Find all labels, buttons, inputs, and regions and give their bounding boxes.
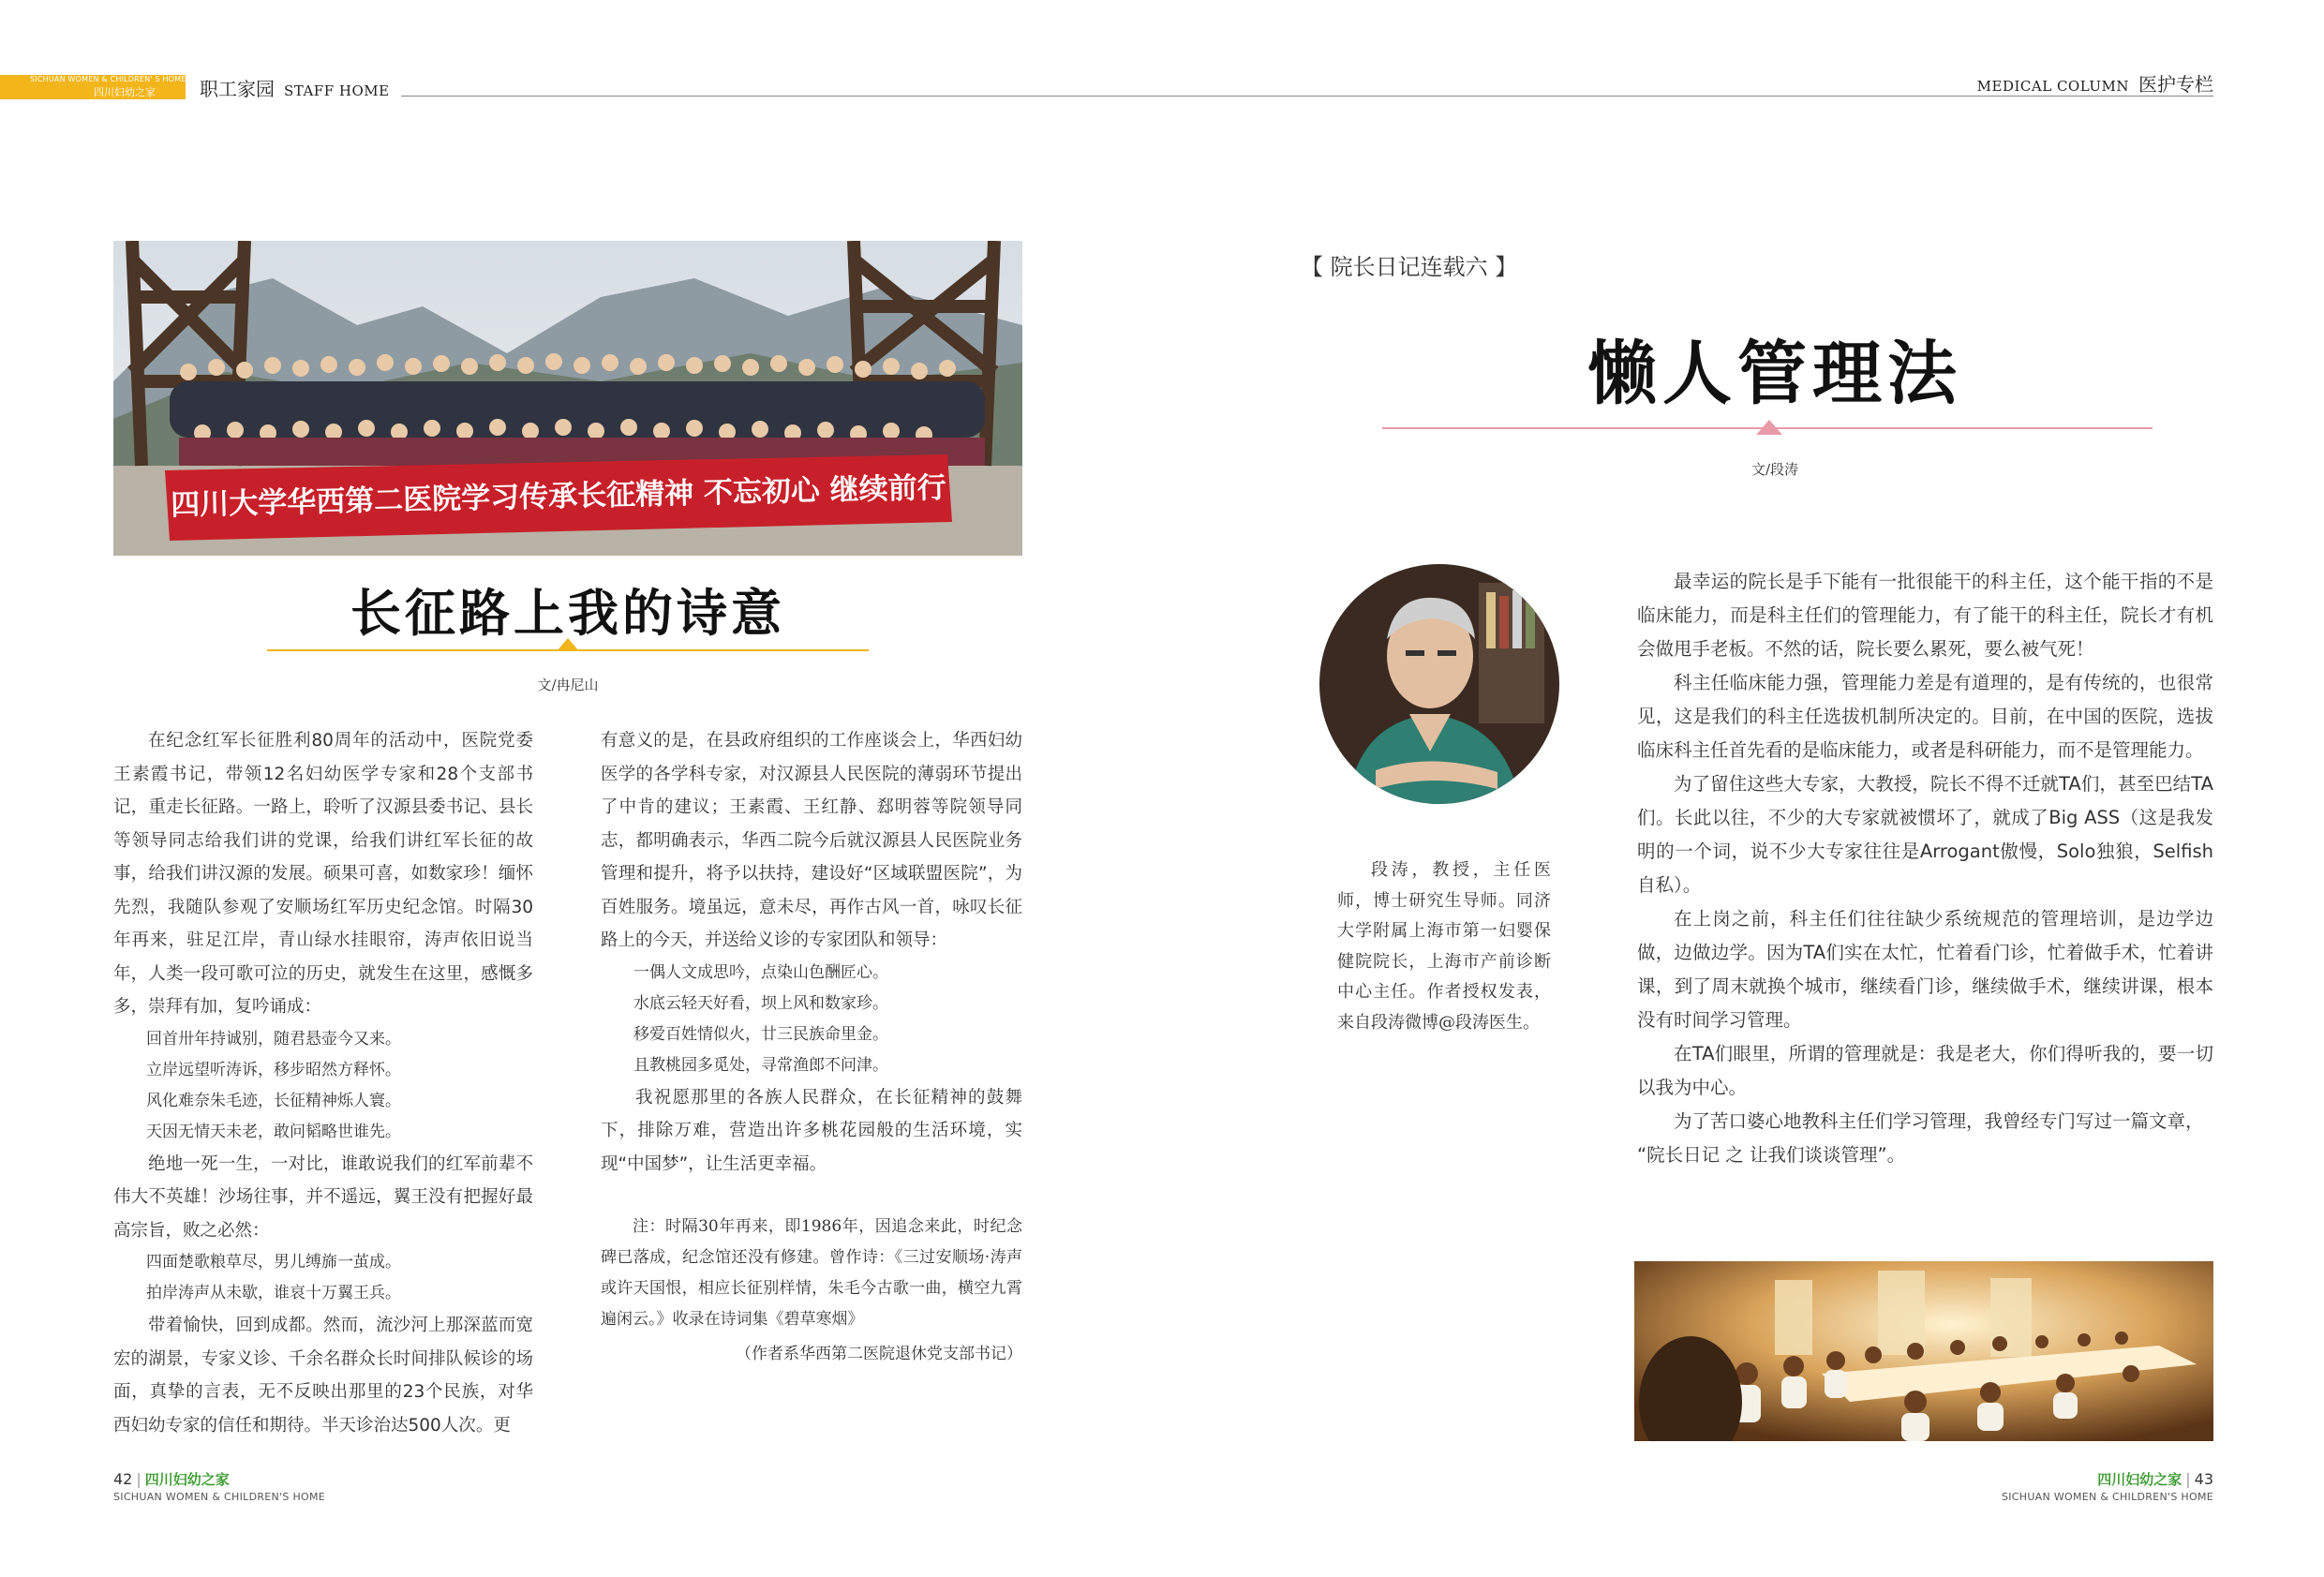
paragraph: 为了苦口婆心地教科主任们学习管理，我曾经专门写过一篇文章， [1674,1110,2204,1132]
header-section-right [1977,69,2213,97]
left-article-column-1 [113,724,533,1442]
header-left-cn: 职工家园 [200,78,275,100]
author-bio [1337,855,1551,1038]
footer-left-en: SICHUAN WOMEN & CHILDREN'S HOME [113,1491,326,1503]
paragraph: 在TA们眼里，所谓的管理就是：我是老大，你们得听我的，要一切以我为中心。 [1637,1043,2213,1098]
footnote: 注：时隔30年再来，即1986年，因追念来此，时纪念碑已落成，纪念馆还没有修建。曾作诗：《三过安顺场·涛声或许天国恨，相应长征别样情，朱毛今古歌一曲，横空九霄遍闲云。》收录在诗词集《碧草寒烟》 [601,1217,1022,1329]
poem-line: 立岸远望听涛诉，移步昭然方释怀。 [146,1060,401,1079]
poem-line: 拍岸涛声从未歇，谁哀十万翼王兵。 [146,1284,401,1302]
paragraph: 最幸运的院长是手下能有一批很能干的科主任，这个能干指的不是临床能力，而是科主任们的管理能力，有了能干的科主任，院长才有机会做甩手老板。不然的话，院长要么累死，要么被气死！ [1637,571,2213,660]
series-label: 【 院长日记连载六 】 [1301,254,1518,280]
header-brand-cn: 四川妇幼之家 [94,86,156,98]
right-article-byline: 文/段涛 [1750,461,1799,478]
banner-text: 四川大学华西第二医院学习传承长征精神 不忘初心 继续前行 [170,470,947,523]
header-brand-en: SICHUAN WOMEN & CHILDREN' S HOME [30,75,186,83]
paragraph: 绝地一死一生，一对比，谁敢说我们的红军前辈不伟大不英雄！沙场往事，并不遥远，翼王没有把握好最高宗旨，败之必然： [113,1153,533,1241]
author-note: （作者系华西第二医院退休党支部书记） [736,1345,1022,1363]
header-right-en: MEDICAL COLUMN [1976,78,2129,95]
page-separator: | [136,1470,142,1488]
left-article-byline: 文/冉尼山 [537,677,599,693]
author-bio-text: 段涛，教授，主任医师，博士研究生导师。同济大学附属上海市第一妇婴保健院院长，上海市产前诊断中心主任。作者授权发表，来自段涛微博@段涛医生。 [1337,860,1551,1033]
poem-line: 天因无情天未老，敢问韬略世谁先。 [146,1122,401,1141]
header-section-left [200,74,390,101]
left-title-marker [557,638,579,651]
footer-brand: 四川妇幼之家 [144,1471,230,1488]
paragraph: 在上岗之前，科主任们往往缺少系统规范的管理培训，是边学边做，边做边学。因为TA们实在太忙，忙着看门诊，忙着做手术，忙着讲课，到了周末就换个城市，继续看门诊，继续做手术，继续讲课，根本没有时间学习管理。 [1637,908,2213,1031]
poem-line: 一偶人文成思吟，点染山色酬匠心。 [633,962,888,982]
right-article-body [1637,565,2213,1172]
footer-brand: 四川妇幼之家 [2097,1471,2182,1488]
meeting-photo [1634,1261,2213,1441]
paragraph: 科主任临床能力强，管理能力差是有道理的，是有传统的，也很常见，这是我们的科主任选拔机制所决定的。目前，在中国的医院，选拔临床科主任首先看的是临床能力，或者是科研能力，而不是管理能力。 [1637,672,2213,761]
footer-right-en: SICHUAN WOMEN & CHILDREN'S HOME [2001,1491,2213,1503]
header-rule [401,96,2213,97]
paragraph: 有意义的是，在县政府组织的工作座谈会上，华西妇幼医学的各学科专家，对汉源县人民医院的薄弱环节提出了中肯的建议；王素霞、王红静、郄明蓉等院领导同志，都明确表示，华西二院今后就汉源县人民医院业务管理和提升，将予以扶持，建设好“区域联盟医院”，为百姓服务。境虽远，意未尽，再作古风一首，咏叹长征路上的今天，并送给义诊的专家团队和领导： [601,731,1022,950]
author-portrait-illustration [1319,564,1559,804]
paragraph: 带着愉快，回到成都。然而，流沙河上那深蓝而宽宏的湖景，专家义诊、千余名群众长时间排队候诊的场面，真挚的言表，无不反映出那里的23个民族，对华西妇幼专家的信任和期待。半天诊治达500人次。更 [113,1316,533,1436]
poem-line: 移爱百姓情似火，廿三民族命里金。 [633,1024,888,1044]
poem-line: 风化难奈朱毛迹，长征精神烁人寰。 [146,1091,401,1110]
left-article-column-2 [601,724,1022,1370]
paragraph: 在纪念红军长征胜利80周年的活动中，医院党委王素霞书记，带领12名妇幼医学专家和28个支部书记，重走长征路。一路上，聆听了汉源县委书记、县长等领导同志给我们讲的党课，给我们讲红军长征的故事，给我们讲汉源的发展。硕果可喜，如数家珍！缅怀先烈，我随队参观了安顺场红军历史纪念馆。时隔30年再来，驻足江岸，青山绿水挂眼帘，涛声依旧说当年，人类一段可歌可泣的历史，就发生在这里，感慨多多，崇拜有加，复吟诵成： [113,731,533,1017]
header-left-en: STAFF HOME [284,82,390,99]
spacer [601,1181,1022,1212]
meeting-photo-illustration [1634,1261,2213,1441]
footer-left-page [113,1469,230,1489]
right-title-marker [1756,420,1782,435]
paragraph: 为了留住这些大专家，大教授，院长不得不迁就TA们，甚至巴结TA们。长此以往，不少的大专家就被惯坏了，就成了Big ASS（这是我发明的一个词，说不少大专家往往是Arrogant傲慢，Solo独狼，Selfish自私）。 [1637,773,2213,896]
group-photo [113,241,1022,556]
page-separator: | [2185,1470,2191,1488]
paragraph: “院长日记 之 让我们谈谈管理”。 [1637,1144,1906,1166]
right-article-title: 懒人管理法 [1587,334,1962,414]
poem-line: 四面楚歌粮草尽，男儿缚旆一茧成。 [146,1253,401,1272]
page-number: 42 [113,1470,133,1488]
left-article-title: 长征路上我的诗意 [350,584,785,643]
poem-line: 回首卅年持诚别，随君悬壶今又来。 [146,1029,401,1049]
poem-line: 且教桃园多觅处，寻常渔郎不问津。 [633,1055,888,1075]
poem-line: 水底云轻天好看，坝上风和数家珍。 [633,993,888,1013]
author-portrait [1319,564,1559,804]
header-right-cn: 医护专栏 [2138,73,2213,96]
paragraph: 我祝愿那里的各族人民群众，在长征精神的鼓舞下，排除万难，营造出许多桃花园般的生活环境，实现“中国梦”，让生活更幸福。 [601,1087,1022,1174]
page-number: 43 [2194,1470,2213,1488]
footer-right-page [2097,1469,2213,1489]
group-photo-illustration [113,241,1022,556]
